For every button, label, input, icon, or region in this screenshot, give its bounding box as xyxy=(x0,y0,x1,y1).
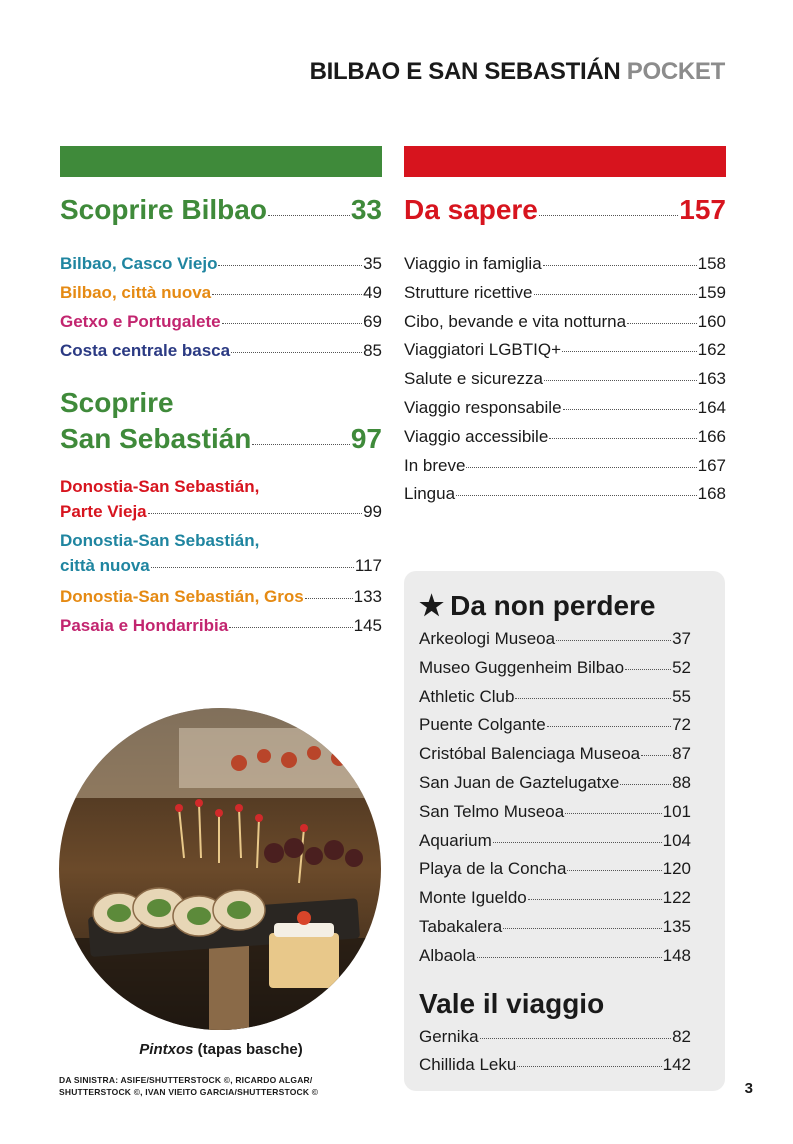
toc-entry[interactable] xyxy=(404,394,726,423)
item-label: San Juan de Gaztelugatxe xyxy=(419,772,620,792)
san-sebastian-entries xyxy=(60,474,382,640)
green-bar xyxy=(60,146,382,177)
entry-label-line1: Donostia-San Sebastián, xyxy=(60,531,260,550)
entry-page: 133 xyxy=(353,587,382,606)
list-item[interactable] xyxy=(419,654,691,683)
dot-leader xyxy=(231,352,362,353)
list-item[interactable] xyxy=(419,740,691,769)
item-page: 101 xyxy=(662,801,691,821)
entry-label: Strutture ricettive xyxy=(404,282,533,302)
entry-page: 117 xyxy=(354,556,382,575)
list-item[interactable] xyxy=(419,884,691,913)
item-label: San Telmo Museoa xyxy=(419,801,565,821)
dot-leader xyxy=(528,899,662,900)
highlights-list xyxy=(419,625,691,971)
header-title: BILBAO E SAN SEBASTIÁN xyxy=(309,58,621,85)
item-page: 52 xyxy=(672,657,691,677)
caption-rest: (tapas basche) xyxy=(193,1041,303,1058)
highlights-box xyxy=(404,571,725,1091)
item-label: Tabakalera xyxy=(419,916,503,936)
section-title-line1: Scoprire xyxy=(60,387,174,418)
item-label: Puente Colgante xyxy=(419,715,546,735)
dot-leader xyxy=(547,726,671,727)
entry-label: Viaggio accessibile xyxy=(404,426,549,446)
section-scoprire-san-sebastian[interactable] xyxy=(60,385,382,457)
credits-line2: SHUTTERSTOCK ©, IVAN VIEITO GARCIA/SHUTTERSTOCK © xyxy=(59,1087,319,1097)
entry-label: Viaggio responsabile xyxy=(404,397,562,417)
item-page: 88 xyxy=(672,772,691,792)
entry-label-line2: città nuova xyxy=(60,556,150,575)
pintxos-illustration xyxy=(59,708,381,1030)
dot-leader xyxy=(212,294,362,295)
entry-label: Cibo, bevande e vita notturna xyxy=(404,311,627,331)
toc-entry[interactable] xyxy=(404,336,726,365)
dot-leader xyxy=(148,513,362,514)
entry-label-line2: Parte Vieja xyxy=(60,502,147,521)
item-page: 120 xyxy=(662,859,691,879)
section-scoprire-bilbao[interactable] xyxy=(60,194,382,230)
dot-leader xyxy=(565,813,661,814)
item-page: 37 xyxy=(672,629,691,648)
dot-leader xyxy=(456,495,697,496)
item-page: 148 xyxy=(662,945,691,965)
toc-entry[interactable] xyxy=(60,336,382,365)
dot-leader xyxy=(493,842,662,843)
toc-entry[interactable] xyxy=(404,308,726,337)
entry-label: Viaggio in famiglia xyxy=(404,254,542,273)
toc-entry[interactable] xyxy=(404,452,726,481)
vale-il-viaggio-list xyxy=(419,1023,691,1081)
entry-page: 159 xyxy=(697,282,726,302)
dot-leader xyxy=(549,438,696,439)
dot-leader xyxy=(503,928,661,929)
dot-leader xyxy=(567,870,661,871)
toc-entry[interactable] xyxy=(404,423,726,452)
dot-leader xyxy=(515,698,671,699)
list-item[interactable] xyxy=(419,827,691,856)
item-label: Chillida Leku xyxy=(419,1055,517,1075)
dot-leader xyxy=(563,409,697,410)
entry-page: 168 xyxy=(697,484,726,504)
item-page: 87 xyxy=(672,744,691,764)
da-sapere-entries xyxy=(404,250,726,509)
entry-label-line1: Donostia-San Sebastián, xyxy=(60,477,260,496)
dot-leader xyxy=(517,1066,661,1067)
toc-entry[interactable] xyxy=(404,480,726,509)
dot-leader xyxy=(625,669,671,670)
toc-entry[interactable] xyxy=(404,250,726,279)
item-page: 55 xyxy=(672,686,691,706)
dot-leader xyxy=(562,351,697,352)
entry-page: 160 xyxy=(697,311,726,331)
dot-leader xyxy=(620,784,671,785)
item-label: Aquarium xyxy=(419,830,492,850)
section-page: 33 xyxy=(350,194,382,225)
dot-leader xyxy=(543,265,697,266)
caption-italic: Pintxos xyxy=(139,1041,194,1058)
list-item[interactable] xyxy=(419,1023,691,1052)
box-subtitle: Vale il viaggio xyxy=(419,987,605,1019)
item-label: Albaola xyxy=(419,945,476,965)
toc-entry[interactable] xyxy=(60,278,382,307)
list-item[interactable] xyxy=(419,942,691,971)
star-icon: ★ xyxy=(419,590,445,621)
entry-page: 166 xyxy=(697,426,726,446)
dot-leader xyxy=(305,598,353,599)
list-item[interactable] xyxy=(419,913,691,942)
entry-page: 99 xyxy=(363,502,382,521)
entry-label: Bilbao, città nuova xyxy=(60,283,212,302)
dot-leader xyxy=(534,294,697,295)
right-column xyxy=(404,146,726,509)
toc-entry[interactable] xyxy=(60,528,382,578)
left-column xyxy=(60,146,382,640)
item-label: Monte Igueldo xyxy=(419,888,527,908)
entry-page: 145 xyxy=(353,616,382,635)
entry-label: Salute e sicurezza xyxy=(404,369,543,389)
dot-leader xyxy=(627,323,697,324)
item-label: Gernika xyxy=(419,1026,479,1046)
item-page: 142 xyxy=(662,1055,691,1075)
dot-leader xyxy=(229,627,352,628)
toc-entry[interactable] xyxy=(60,611,382,640)
section-page: 157 xyxy=(679,194,726,225)
entry-page: 167 xyxy=(697,455,726,475)
item-page: 104 xyxy=(662,830,691,850)
dot-leader xyxy=(539,215,678,216)
list-item[interactable] xyxy=(419,711,691,740)
box-title-text: Da non perdere xyxy=(450,590,656,621)
entry-label: Donostia-San Sebastián, Gros xyxy=(60,587,304,606)
item-label: Athletic Club xyxy=(419,686,515,706)
dot-leader xyxy=(480,1038,672,1039)
item-label: Museo Guggenheim Bilbao xyxy=(419,657,625,677)
section-title-line2: San Sebastián xyxy=(60,423,252,454)
entry-label: In breve xyxy=(404,455,466,475)
section-title: Scoprire Bilbao xyxy=(60,194,267,225)
entry-label: Lingua xyxy=(404,484,456,504)
item-page: 82 xyxy=(672,1026,691,1046)
red-bar xyxy=(404,146,726,177)
page-number: 3 xyxy=(744,1080,753,1097)
entry-page: 163 xyxy=(697,369,726,389)
item-label: Arkeologi Museoa xyxy=(419,629,556,648)
credits-line1: DA SINISTRA: ASIFE/SHUTTERSTOCK ©, RICARDO ALGAR/ xyxy=(59,1075,313,1085)
item-page: 122 xyxy=(662,888,691,908)
entry-label: Bilbao, Casco Viejo xyxy=(60,254,218,273)
toc-entry[interactable] xyxy=(404,365,726,394)
toc-entry[interactable] xyxy=(404,279,726,308)
list-item[interactable] xyxy=(419,625,691,654)
entry-page: 35 xyxy=(363,254,382,273)
item-page: 72 xyxy=(672,715,691,735)
list-item[interactable] xyxy=(419,683,691,712)
entry-page: 162 xyxy=(697,340,726,360)
photo-caption xyxy=(60,1041,382,1058)
toc-entry[interactable] xyxy=(60,582,382,611)
entry-label: Costa centrale basca xyxy=(60,341,231,360)
header-accent: POCKET xyxy=(626,58,725,85)
list-item[interactable] xyxy=(419,855,691,884)
section-da-sapere[interactable] xyxy=(404,194,726,230)
entry-page: 164 xyxy=(697,397,726,417)
box-title xyxy=(419,587,691,625)
entry-label: Getxo e Portugalete xyxy=(60,312,221,331)
entry-page: 85 xyxy=(363,341,382,360)
entry-label: Viaggiatori LGBTIQ+ xyxy=(404,340,562,360)
pintxos-photo xyxy=(59,708,381,1030)
entry-label: Pasaia e Hondarribia xyxy=(60,616,229,635)
section-page: 97 xyxy=(350,423,382,454)
item-page: 135 xyxy=(662,916,691,936)
photo-credits xyxy=(59,1074,318,1098)
list-item[interactable] xyxy=(419,1051,691,1080)
dot-leader xyxy=(544,380,697,381)
entry-page: 69 xyxy=(363,312,382,331)
item-label: Cristóbal Balenciaga Museoa xyxy=(419,744,641,764)
entry-page: 158 xyxy=(697,254,726,273)
list-item[interactable] xyxy=(419,769,691,798)
dot-leader xyxy=(252,444,349,445)
item-label: Playa de la Concha xyxy=(419,859,567,879)
toc-entry[interactable] xyxy=(60,474,382,524)
dot-leader xyxy=(218,265,362,266)
dot-leader xyxy=(222,323,362,324)
dot-leader xyxy=(151,567,354,568)
toc-entry[interactable] xyxy=(60,249,382,278)
dot-leader xyxy=(466,467,696,468)
bilbao-entries xyxy=(60,249,382,365)
toc-entry[interactable] xyxy=(60,307,382,336)
page-header xyxy=(310,58,725,86)
dot-leader xyxy=(268,215,350,216)
list-item[interactable] xyxy=(419,798,691,827)
dot-leader xyxy=(556,640,671,641)
dot-leader xyxy=(641,755,671,756)
section-title: Da sapere xyxy=(404,194,538,225)
entry-page: 49 xyxy=(363,283,382,302)
dot-leader xyxy=(477,957,662,958)
